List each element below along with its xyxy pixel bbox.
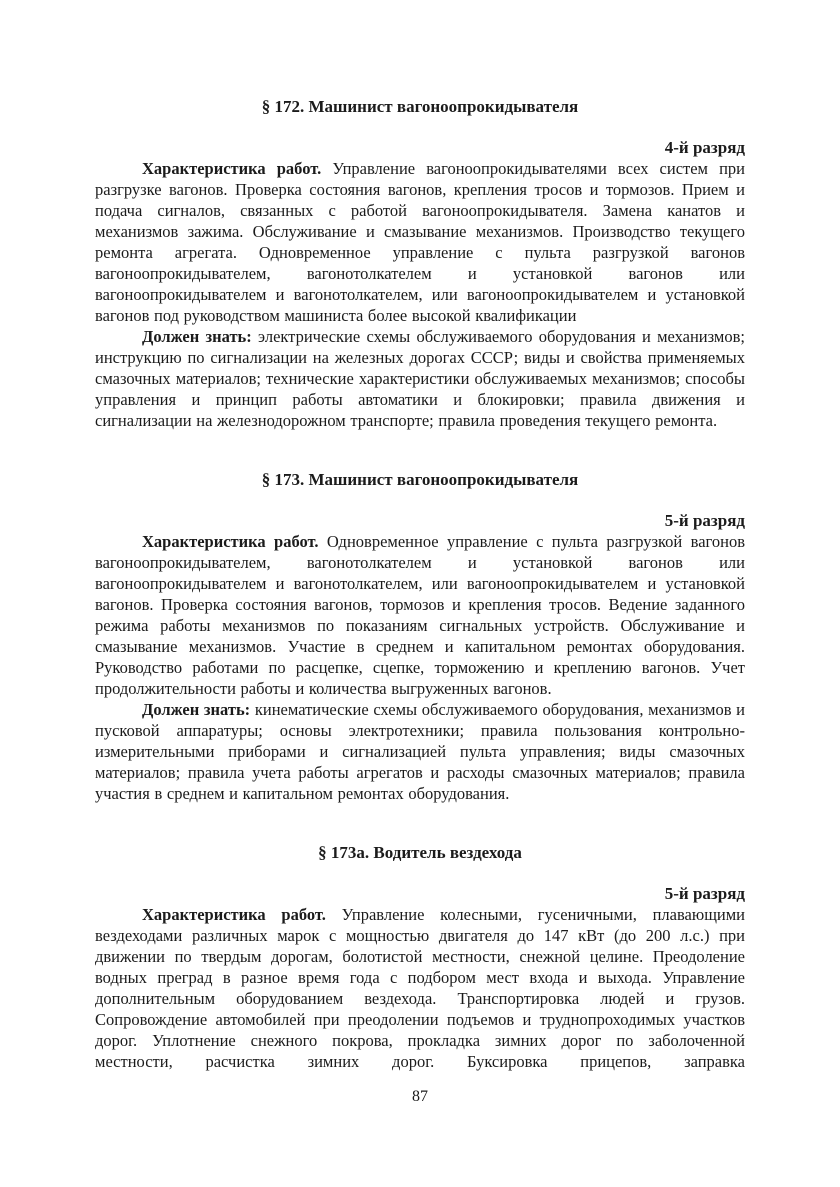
section-172	[95, 96, 745, 431]
section-173	[95, 469, 745, 804]
paragraph-lead: Должен знать:	[142, 700, 251, 719]
section-173a	[95, 842, 745, 1072]
paragraph-lead: Характеристика работ.	[142, 905, 326, 924]
section-heading: § 173а. Водитель вездехода	[318, 843, 522, 862]
paragraph-text: Управление колесными, гусеничными, плавающими вездеходами различных марок с мощностью двигателя до 147 кВт (до 200 л.с.) при движении по твердым дорогам, болотистой местности, снежной целине. Преодоление водных преград в разное время года с подбором мест входа и выхода. Управление дополнительным оборудованием вездехода. Транспортировка людей и грузов. Сопровождение автомобилей при преодолении подъемов и труднопроходимых участков дорог. Уплотнение снежного покрова, прокладка зимних дорог по заболоченной местности, расчистка зимних дорог. Буксировка прицепов, заправка	[95, 905, 746, 1071]
page-number: 87	[412, 1088, 428, 1105]
paragraph-text: электрические схемы обслуживаемого оборудования и механизмов; инструкцию по сигнализации на железных дорогах СССР; виды и свойства применяемых смазочных материалов; технические характеристики обслуживаемых механизмов; способы управления и принцип работы автоматики и блокировки; правила движения и сигнализации на железнодорожном транспорте; правила проведения текущего ремонта.	[95, 327, 745, 430]
characteristics-paragraph	[95, 904, 745, 1072]
section-heading: § 173. Машинист вагоноопрокидывателя	[261, 470, 579, 489]
grade-label: 5-й разряд	[664, 511, 745, 530]
characteristics-paragraph	[95, 531, 745, 699]
section-heading: § 172. Машинист вагоноопрокидывателя	[261, 97, 579, 116]
must-know-paragraph	[95, 699, 745, 804]
characteristics-paragraph	[95, 158, 745, 326]
paragraph-text: кинематические схемы обслуживаемого оборудования, механизмов и пусковой аппаратуры; основы электротехники; правила пользования контрольно-измерительными приборами и сигнализацией пульта управления; виды смазочных материалов; правила учета работы агрегатов и расходы смазочных материалов; правила участия в среднем и капитальном ремонтах оборудования.	[95, 700, 745, 803]
paragraph-lead: Характеристика работ.	[142, 532, 319, 551]
paragraph-text: Управление вагоноопрокидывателями всех систем при разгрузке вагонов. Проверка состояния вагонов, крепления тросов и тормозов. Прием и подача сигналов, связанных с работой вагоноопрокидывателя. Замена канатов и механизмов зажима. Обслуживание и смазывание механизмов. Производство текущего ремонта агрегата. Одновременное управление с пульта разгрузкой вагонов вагоноопрокидывателем, вагонотолкателем и установкой вагонов или вагоноопрокидывателем и вагонотолкателем, или вагоноопрокидывателем и установкой вагонов под руководством машиниста более высокой квалификации	[95, 159, 746, 325]
paragraph-lead: Должен знать:	[142, 327, 252, 346]
paragraph-lead: Характеристика работ.	[142, 159, 322, 178]
grade-label: 5-й разряд	[664, 884, 745, 903]
grade-label: 4-й разряд	[664, 138, 745, 157]
paragraph-text: Одновременное управление с пульта разгрузкой вагонов вагоноопрокидывателем, вагонотолкателем и установкой вагонов или вагоноопрокидывателем и вагонотолкателем, или вагоноопрокидывателем и установкой вагонов. Проверка состояния вагонов, тормозов и крепления тросов. Ведение заданного режима работы механизмов по показаниям сигнальных устройств. Обслуживание и смазывание механизмов. Участие в среднем и капитальном ремонтах оборудования. Руководство работами по расцепке, сцепке, торможению и креплению вагонов. Учет продолжительности работы и количества выгруженных вагонов.	[95, 532, 745, 698]
must-know-paragraph	[95, 326, 745, 431]
